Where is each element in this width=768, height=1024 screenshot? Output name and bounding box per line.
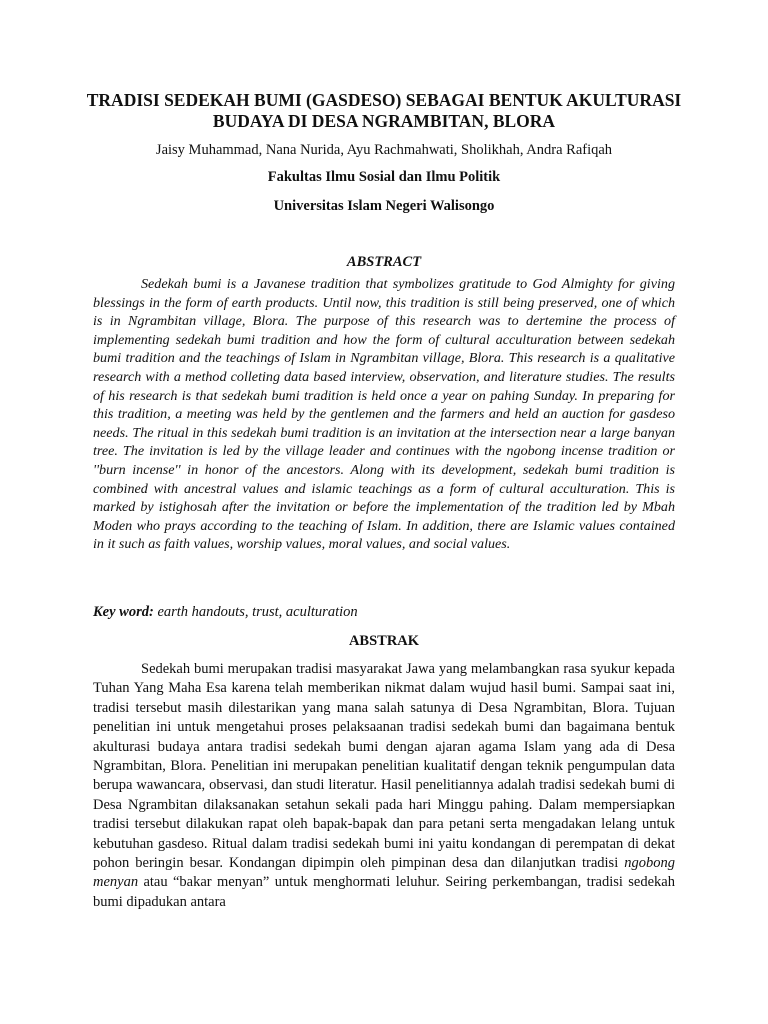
keywords-label: Key word: (93, 604, 154, 620)
keywords-value: earth handouts, trust, aculturation (153, 604, 358, 620)
abstrak-body-part1: Sedekah bumi merupakan tradisi masyarakat Jawa yang melambangkan rasa syukur kepada Tuhan Yang Maha Esa karena telah memberikan nikmat dalam wujud hasil bumi. Sampai saat ini, tradisi tersebut masih dilestarikan yang mana salah satunya di Desa Ngrambitan, Blora. Tujuan penelitian ini untuk mengetahui proses pelaksaanan tradisi sedekah bumi dan bagaimana bentuk akulturasi budaya antara tradisi sedekah bumi dengan ajaran agama Islam yang ada di Desa Ngrambitan, Blora. Penelitian ini merupakan penelitian kualitatif dengan teknik pengumpulan data berupa wawancara, observasi, dan studi literatur. Hasil penelitiannya adalah tradisi sedekah bumi di Desa Ngrambitan dilaksanakan setahun sekali pada hari Minggu pahing. Dalam mempersiapkan tradisi tersebut dilakukan rapat oleh bapak-bapak dan para petani serta mengadakan lelang untuk kebutuhan gasdeso. Ritual dalam tradisi sedekah bumi ini yaitu kondangan di perempatan di dekat pohon beringin besar. Kondangan dipimpin oleh pimpinan desa dan dilanjutkan tradisi (93, 661, 675, 872)
abstrak-body (93, 660, 675, 912)
keywords-line (93, 603, 675, 621)
abstrak-body-italic: ngobong menyan (93, 855, 675, 891)
author-list: Jaisy Muhammad, Nana Nurida, Ayu Rachmahwati, Sholikhah, Andra Rafiqah (155, 142, 613, 158)
paper-title: TRADISI SEDEKAH BUMI (GASDESO) SEBAGAI BENTUK AKULTURASI BUDAYA DI DESA NGRAMBITAN, BLORA (86, 90, 682, 131)
university-affiliation: Universitas Islam Negeri Walisongo (273, 198, 495, 214)
faculty-affiliation: Fakultas Ilmu Sosial dan Ilmu Politik (267, 169, 501, 185)
abstrak-heading: ABSTRAK (348, 633, 420, 649)
abstrak-body-part2: atau “bakar menyan” untuk menghormati leluhur. Seiring perkembangan, tradisi sedekah bumi dipadukan antara (93, 874, 675, 910)
abstract-heading: ABSTRACT (346, 254, 422, 270)
abstract-body: Sedekah bumi is a Javanese tradition that symbolizes gratitude to God Almighty for giving blessings in the form of earth products. Until now, this tradition is still being preserved, one of which is in Ngrambitan village, Blora. The purpose of this research was to dertemine the process of implementing sedekah bumi tradition and how the form of cultural acculturation between sedekah bumi tradition and the teachings of Islam in Ngrambitan village, Blora. This research is a qualitative research with a method colleting data based interview, observation, and literature studies. The results of his research is that sedekah bumi tradition is held once a year on pahing Sunday. In preparing for this tradition, a meeting was held by the gentlemen and the farmers and held an auction for gasdeso needs. The ritual in this sedekah bumi tradition is an invitation at the intersection near a large banyan tree. The invitation is led by the village leader and continues with the ngobong incense tradition or ''burn incense'' in honor of the ancestors. Along with its development, sedekah bumi tradition is combined with ancestral values and islamic teachings as a form of cultural acculturation. This is marked by istighosah after the invitation or before the implementation of the tradition led by Mbah Moden who prays according to the teaching of Islam. In addition, there are Islamic values contained in it such as faith values, worship values, moral values, and social values. (93, 276, 675, 553)
